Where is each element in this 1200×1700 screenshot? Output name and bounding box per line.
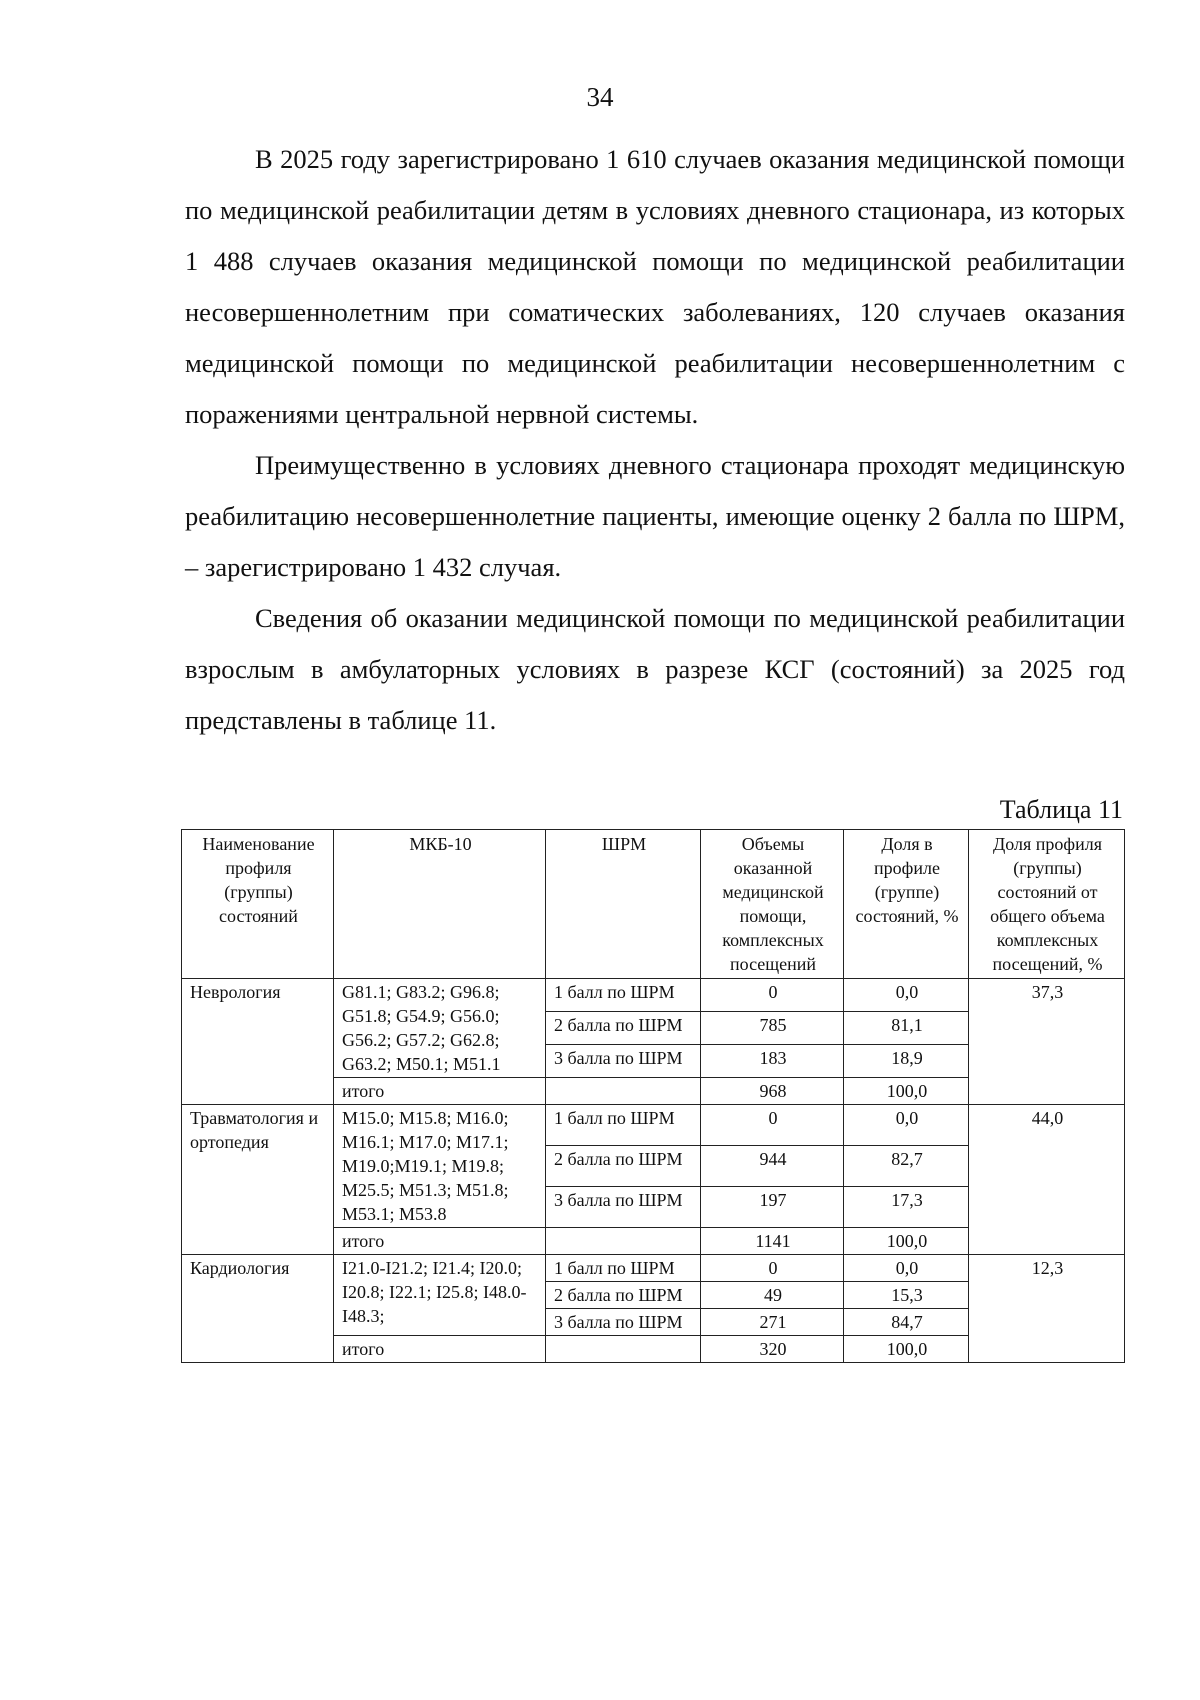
volume-cell: 944 bbox=[701, 1146, 844, 1187]
page-number: 34 bbox=[586, 82, 614, 112]
shrm-cell: 2 балла по ШРМ bbox=[546, 1012, 701, 1045]
volume-cell: 0 bbox=[701, 1105, 844, 1146]
share-cell: 81,1 bbox=[844, 1012, 969, 1045]
paragraph-3: Сведения об оказании медицинской помощи по медицинской реабилитации взрослым в амбулаторных условиях в разрезе КСГ (состояний) за 2025 год представлены в таблице 11. bbox=[185, 603, 1125, 735]
volume-cell: 785 bbox=[701, 1012, 844, 1045]
icd10-codes-cell: I21.0-I21.2; I21.4; I20.0; I20.8; I22.1; I25.8; I48.0-I48.3; bbox=[334, 1255, 546, 1336]
share-cell: 15,3 bbox=[844, 1282, 969, 1309]
share-cell: 82,7 bbox=[844, 1146, 969, 1187]
share-of-total-cell: 44,0 bbox=[969, 1105, 1125, 1255]
share-of-total-cell: 37,3 bbox=[969, 979, 1125, 1105]
total-label-cell: итого bbox=[334, 1336, 546, 1363]
total-volume-cell: 320 bbox=[701, 1336, 844, 1363]
share-cell: 18,9 bbox=[844, 1045, 969, 1078]
rehabilitation-table bbox=[181, 829, 1125, 1363]
shrm-cell: 2 балла по ШРМ bbox=[546, 1282, 701, 1309]
profile-cell: Неврология bbox=[182, 979, 334, 1105]
volume-cell: 0 bbox=[701, 979, 844, 1012]
paragraph-1: В 2025 году зарегистрировано 1 610 случаев оказания медицинской помощи по медицинской реабилитации детям в условиях дневного стационара, из которых 1 488 случаев оказания медицинской помощи по медицинской реабилитации несовершеннолетним при соматических заболеваниях, 120 случаев оказания медицинской помощи по медицинской реабилитации несовершеннолетним с поражениями центральной нервной системы. bbox=[185, 144, 1125, 429]
table-row bbox=[182, 1105, 1125, 1146]
header-volume: Объемы оказанной медицинской помощи, комплексных посещений bbox=[701, 830, 844, 979]
share-cell: 0,0 bbox=[844, 1105, 969, 1146]
shrm-cell: 1 балл по ШРМ bbox=[546, 1255, 701, 1282]
shrm-cell: 3 балла по ШРМ bbox=[546, 1187, 701, 1228]
volume-cell: 0 bbox=[701, 1255, 844, 1282]
shrm-cell: 3 балла по ШРМ bbox=[546, 1309, 701, 1336]
header-icd10: МКБ-10 bbox=[334, 830, 546, 979]
profile-cell: Травматология и ортопедия bbox=[182, 1105, 334, 1255]
volume-cell: 183 bbox=[701, 1045, 844, 1078]
total-label-cell: итого bbox=[334, 1078, 546, 1105]
shrm-cell: 1 балл по ШРМ bbox=[546, 979, 701, 1012]
volume-cell: 49 bbox=[701, 1282, 844, 1309]
table-row bbox=[182, 1255, 1125, 1282]
total-share-cell: 100,0 bbox=[844, 1336, 969, 1363]
total-volume-cell: 968 bbox=[701, 1078, 844, 1105]
table-row bbox=[182, 979, 1125, 1012]
profile-cell: Кардиология bbox=[182, 1255, 334, 1363]
header-profile: Наименование профиля (группы) состояний bbox=[182, 830, 334, 979]
shrm-cell: 1 балл по ШРМ bbox=[546, 1105, 701, 1146]
header-share-of-total: Доля профиля (группы) состояний от общего объема комплексных посещений, % bbox=[969, 830, 1125, 979]
total-share-cell: 100,0 bbox=[844, 1228, 969, 1255]
total-label-cell: итого bbox=[334, 1228, 546, 1255]
share-cell: 17,3 bbox=[844, 1187, 969, 1228]
icd10-codes-cell: G81.1; G83.2; G96.8; G51.8; G54.9; G56.0; G56.2; G57.2; G62.8; G63.2; M50.1; M51.1 bbox=[334, 979, 546, 1078]
total-empty-cell bbox=[546, 1228, 701, 1255]
icd10-codes-cell: M15.0; M15.8; M16.0; M16.1; M17.0; M17.1; M19.0;M19.1; M19.8; M25.5; M51.3; M51.8; M53.1; M53.8 bbox=[334, 1105, 546, 1228]
paragraph-2: Преимущественно в условиях дневного стационара проходят медицинскую реабилитацию несовершеннолетние пациенты, имеющие оценку 2 балла по ШРМ, – зарегистрировано 1 432 случая. bbox=[185, 450, 1125, 582]
header-shrm: ШРМ bbox=[546, 830, 701, 979]
shrm-cell: 3 балла по ШРМ bbox=[546, 1045, 701, 1078]
share-of-total-cell: 12,3 bbox=[969, 1255, 1125, 1363]
table-header-row bbox=[182, 830, 1125, 979]
total-empty-cell bbox=[546, 1336, 701, 1363]
total-share-cell: 100,0 bbox=[844, 1078, 969, 1105]
share-cell: 0,0 bbox=[844, 1255, 969, 1282]
volume-cell: 197 bbox=[701, 1187, 844, 1228]
total-empty-cell bbox=[546, 1078, 701, 1105]
body-text bbox=[185, 134, 1125, 746]
shrm-cell: 2 балла по ШРМ bbox=[546, 1146, 701, 1187]
share-cell: 84,7 bbox=[844, 1309, 969, 1336]
share-cell: 0,0 bbox=[844, 979, 969, 1012]
table-caption: Таблица 11 bbox=[999, 795, 1123, 824]
volume-cell: 271 bbox=[701, 1309, 844, 1336]
header-share-in-profile: Доля в профиле (группе) состояний, % bbox=[844, 830, 969, 979]
total-volume-cell: 1141 bbox=[701, 1228, 844, 1255]
